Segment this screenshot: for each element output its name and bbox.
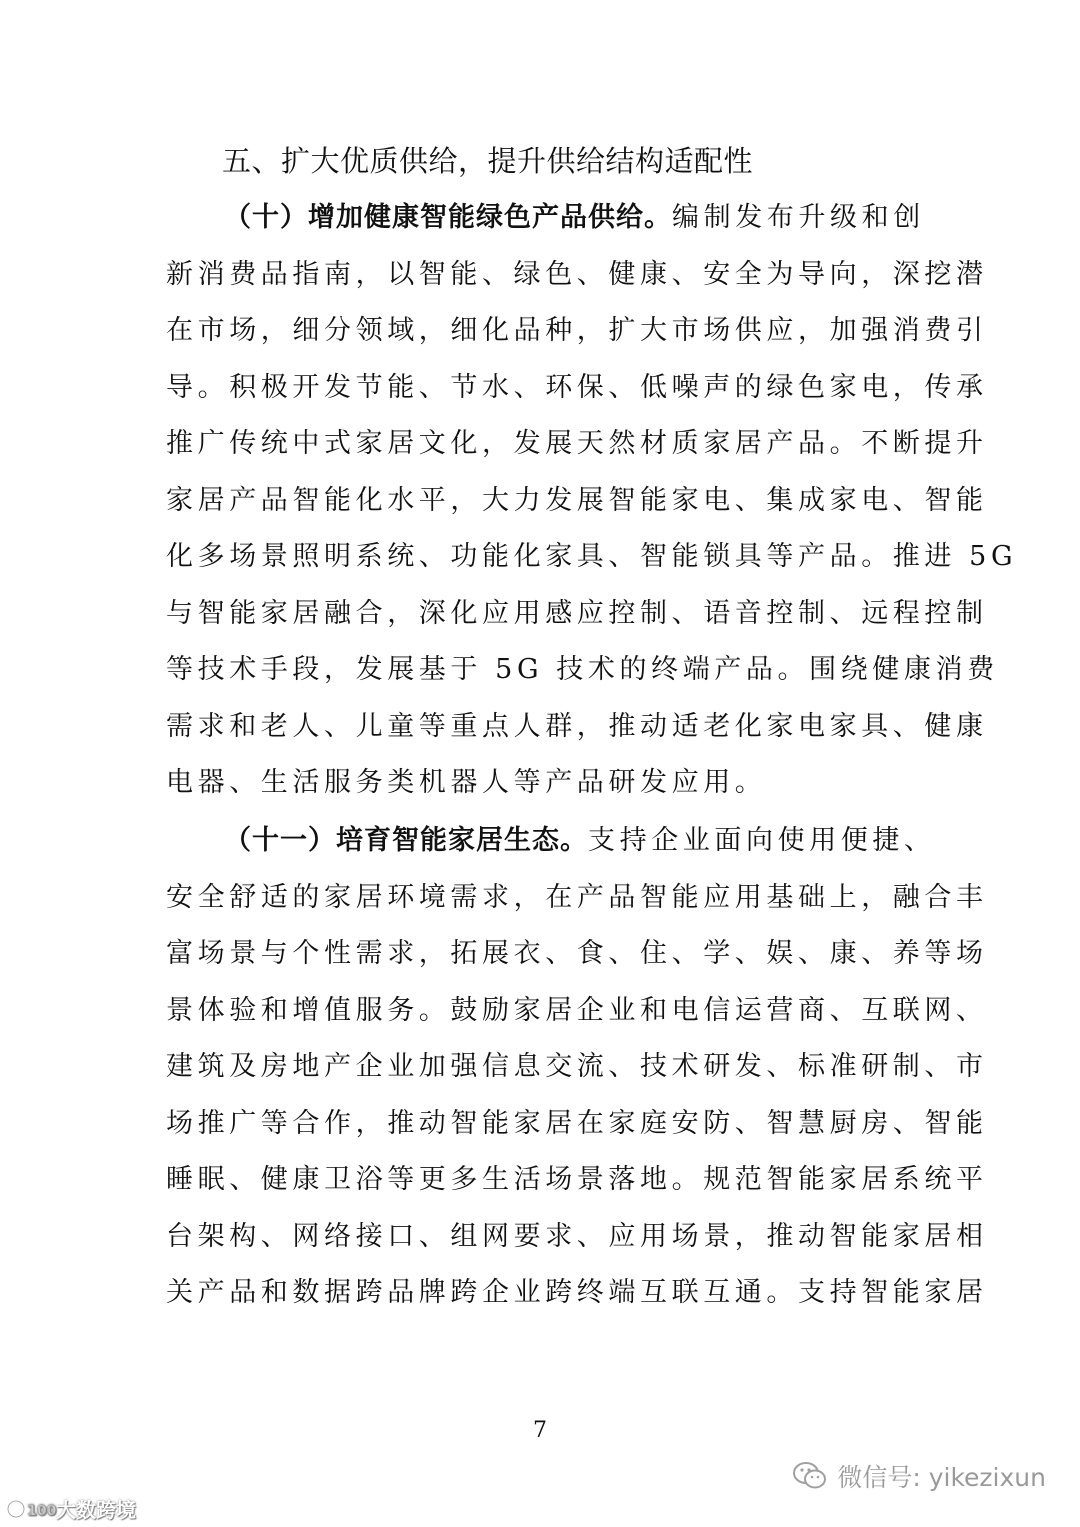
brand-name-text: 大数跨境: [56, 1498, 136, 1522]
paragraph-line: 富场景与个性需求，拓展衣、食、住、学、娱、康、养等场: [166, 938, 988, 969]
paragraph-line: 台架构、网络接口、组网要求、应用场景，推动智能家居相: [166, 1220, 988, 1252]
wechat-icon: [793, 1461, 827, 1491]
paragraph-line-text: 编制发布升级和创: [672, 202, 925, 233]
paragraph-11: [166, 813, 988, 1322]
page-number: 7: [533, 1418, 547, 1443]
section-heading: 五、扩大优质供给，提升供给结构适配性: [222, 144, 754, 178]
paragraph-line: 等技术手段，发展基于 5G 技术的终端产品。围绕健康消费: [166, 654, 999, 685]
paragraph-line: 导。积极开发节能、节水、环保、低噪声的绿色家电，传承: [166, 371, 988, 403]
paragraph-line: 电器、生活服务类机器人等产品研发应用。: [166, 767, 767, 798]
paragraph-line: 睡眠、健康卫浴等更多生活场景落地。规范智能家居系统平: [166, 1164, 988, 1195]
paragraph-line: 与智能家居融合，深化应用感应控制、语音控制、远程控制: [166, 597, 988, 629]
paragraph-line: 建筑及房地产企业加强信息交流、技术研发、标准研制、市: [166, 1051, 988, 1082]
paragraph-line: 家居产品智能化水平，大力发展智能家电、集成家电、智能: [166, 484, 988, 516]
svg-text:100: 100: [27, 1502, 57, 1519]
paragraph-line: 关产品和数据跨品牌跨企业跨终端互联互通。支持智能家居: [166, 1277, 988, 1308]
brand-watermark: [6, 1494, 136, 1523]
wechat-id-text: 微信号: yikezixun: [837, 1463, 1046, 1492]
wechat-watermark: [793, 1458, 1046, 1494]
paragraph-line: 安全舒适的家居环境需求，在产品智能应用基础上，融合丰: [166, 881, 988, 913]
paragraph-line: 新消费品指南，以智能、绿色、健康、安全为导向，深挖潜: [166, 258, 988, 290]
paragraph-line: 在市场，细分领域，细化品种，扩大市场供应，加强消费引: [166, 315, 988, 346]
paragraph-line: 化多场景照明系统、功能化家具、智能锁具等产品。推进 5G: [166, 541, 1018, 572]
paragraph-line-text: 支持企业面向使用便捷、: [588, 825, 936, 856]
paragraph-line: 景体验和增值服务。鼓励家居企业和电信运营商、互联网、: [166, 994, 988, 1026]
paragraph-line: 需求和老人、儿童等重点人群，推动适老化家电家具、健康: [166, 710, 988, 742]
brand-logo-icon: [6, 1498, 57, 1520]
paragraph-10: [166, 190, 1018, 812]
paragraph-lead-title: （十）增加健康智能绿色产品供给。: [224, 202, 672, 233]
paragraph-line: [166, 813, 936, 870]
paragraph-line: [166, 190, 925, 247]
paragraph-line: 推广传统中式家居文化，发展天然材质家居产品。不断提升: [166, 428, 988, 459]
paragraph-line: 场推广等合作，推动智能家居在家庭安防、智慧厨房、智能: [166, 1107, 988, 1139]
paragraph-lead-title: （十一）培育智能家居生态。: [224, 825, 588, 856]
